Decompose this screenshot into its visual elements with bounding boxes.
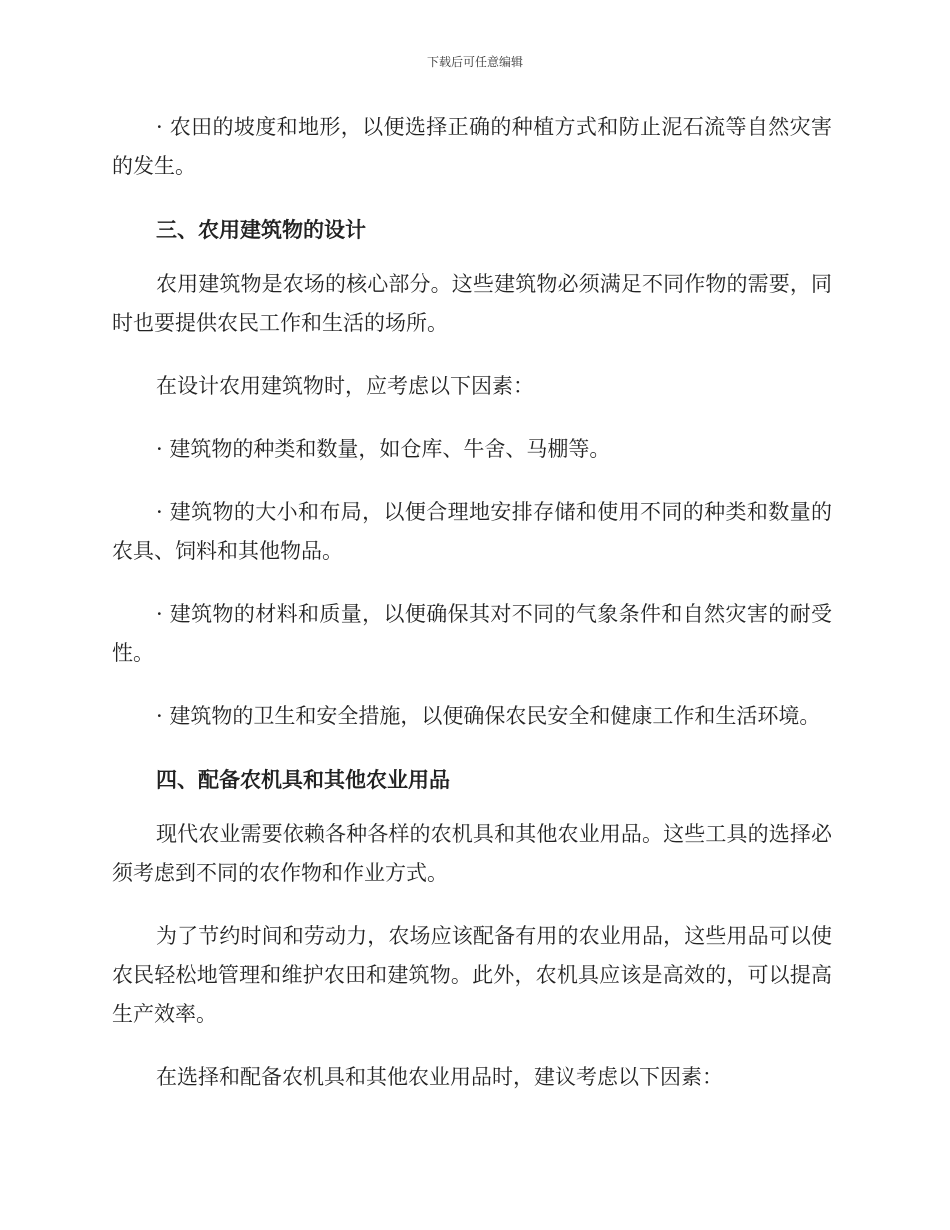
paragraph-buildings-factors: 在设计农用建筑物时，应考虑以下因素：: [156, 374, 534, 398]
bullet-paragraph-building-size: · 建筑物的大小和布局，以便合理地安排存储和使用不同的种类和数量的农具、饲料和其他物品。: [112, 500, 832, 563]
document-body: [112, 108, 832, 1121]
page-header: 下载后可任意编辑: [426, 55, 523, 69]
bullet-paragraph-building-safety: · 建筑物的卫生和安全措施，以便确保农民安全和健康工作和生活环境。: [156, 704, 821, 728]
bullet-paragraph-building-types: · 建筑物的种类和数量，如仓库、牛舍、马棚等。: [156, 437, 611, 461]
section-heading-buildings: 三、农用建筑物的设计: [156, 217, 366, 242]
bullet-paragraph-building-materials: · 建筑物的材料和质量，以便确保其对不同的气象条件和自然灾害的耐受性。: [112, 602, 832, 665]
paragraph-machinery-efficiency: 为了节约时间和劳动力，农场应该配备有用的农业用品，这些用品可以使农民轻松地管理和维护农田和建筑物。此外，农机具应该是高效的，可以提高生产效率。: [112, 924, 832, 1026]
paragraph-machinery-intro: 现代农业需要依赖各种各样的农机具和其他农业用品。这些工具的选择必须考虑到不同的农作物和作业方式。: [112, 822, 832, 885]
bullet-paragraph-terrain: · 农田的坡度和地形，以便选择正确的种植方式和防止泥石流等自然灾害的发生。: [112, 115, 832, 178]
paragraph-machinery-factors: 在选择和配备农机具和其他农业用品时，建议考虑以下因素：: [156, 1065, 723, 1089]
section-heading-machinery: 四、配备农机具和其他农业用品: [156, 767, 450, 792]
paragraph-buildings-intro: 农用建筑物是农场的核心部分。这些建筑物必须满足不同作物的需要，同时也要提供农民工作和生活的场所。: [112, 272, 832, 335]
